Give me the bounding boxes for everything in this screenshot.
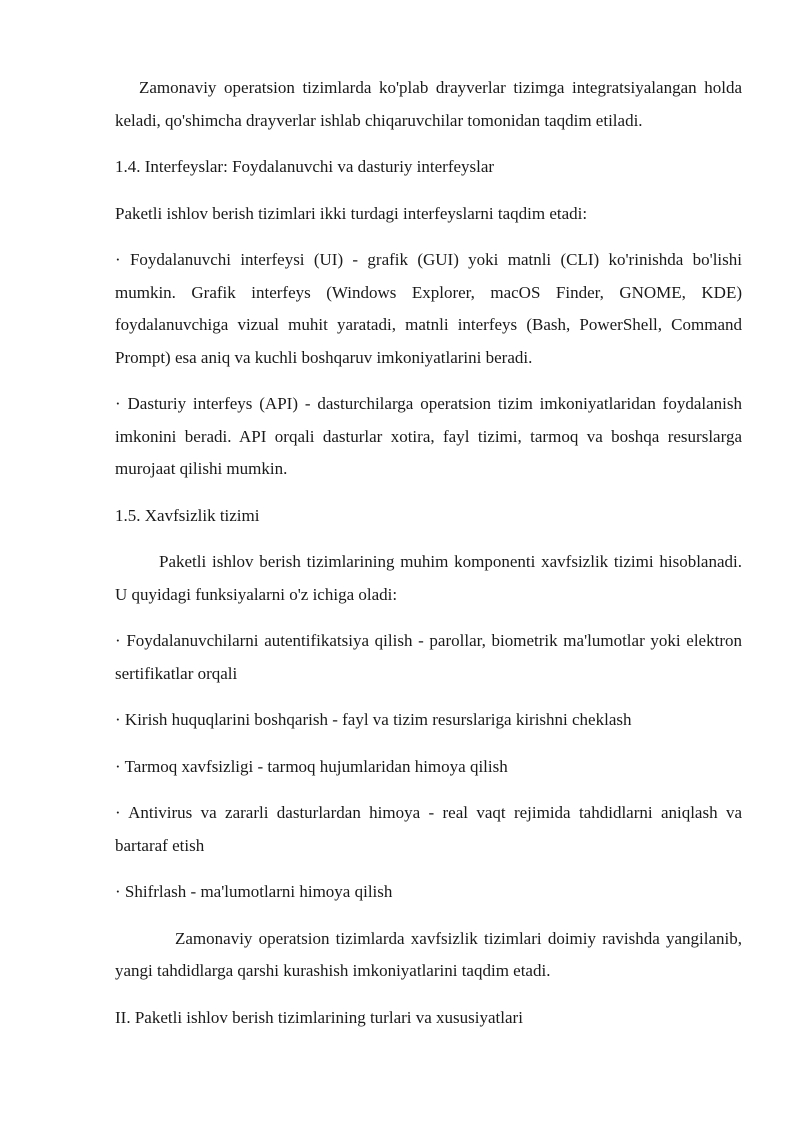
security-summary-paragraph: Zamonaviy operatsion tizimlarda xavfsizlik tizimlari doimiy ravishda yangilanib, yangi tahdidlarga qarshi kurashish imkoniyatlarini taqdim etadi. — [115, 928, 742, 980]
bullet-access-control: · Kirish huquqlarini boshqarish - fayl va tizim resurslariga kirishni cheklash — [115, 710, 632, 729]
bullet-user-interface: · Foydalanuvchi interfeysi (UI) - grafik (GUI) yoki matnli (CLI) ko'rinishda bo'lishi mumkin. Grafik interfeys (Windows Explorer, macOS Finder, GNOME, KDE) foydalanuvchiga vizual muhit yaratadi, matnli interfeys (Bash, PowerShell, Command Prompt) esa aniq va kuchli boshqaruv imkoniyatlarini beradi. — [115, 250, 742, 367]
bullet-authentication: · Foydalanuvchilarni autentifikatsiya qilish - parollar, biometrik ma'lumotlar yoki elektron sertifikatlar orqali — [115, 631, 742, 683]
intro-paragraph: Zamonaviy operatsion tizimlarda ko'plab drayverlar tizimga integratsiyalangan holda keladi, qo'shimcha drayverlar ishlab chiqaruvchilar tomonidan taqdim etiladi. — [115, 78, 742, 130]
document-page — [115, 72, 742, 1048]
section-1-4-heading: 1.4. Interfeyslar: Foydalanuvchi va dasturiy interfeyslar — [115, 157, 495, 176]
section-1-4-lead: Paketli ishlov berish tizimlari ikki turdagi interfeyslarni taqdim etadi: — [115, 203, 588, 223]
bullet-antivirus: · Antivirus va zararli dasturlardan himoya - real vaqt rejimida tahdidlarni aniqlash va bartaraf etish — [115, 803, 742, 855]
section-2-heading: II. Paketli ishlov berish tizimlarining turlari va xususiyatlari — [115, 1007, 523, 1027]
section-1-5-heading: 1.5. Xavfsizlik tizimi — [115, 505, 260, 525]
bullet-api: · Dasturiy interfeys (API) - dasturchilarga operatsion tizim imkoniyatlaridan foydalanish imkonini beradi. API orqali dasturlar xotira, fayl tizimi, tarmoq va boshqa resurslarga murojaat qilishi mumkin. — [115, 394, 742, 478]
bullet-network-security: · Tarmoq xavfsizligi - tarmoq hujumlaridan himoya qilish — [115, 756, 508, 776]
bullet-encryption: · Shifrlash - ma'lumotlarni himoya qilish — [115, 882, 393, 901]
section-1-5-lead: Paketli ishlov berish tizimlarining muhim komponenti xavfsizlik tizimi hisoblanadi. U quyidagi funksiyalarni o'z ichiga oladi: — [115, 552, 742, 604]
